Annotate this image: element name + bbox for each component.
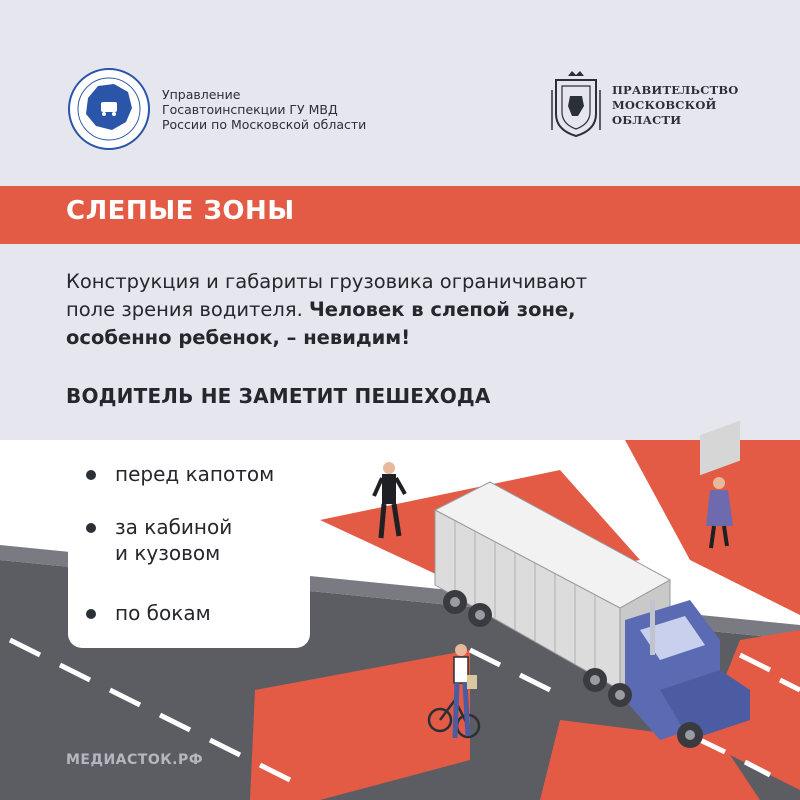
intro-line-1: Конструкция и габариты грузовика ограничивают (66, 270, 588, 293)
gov-name (612, 83, 739, 128)
warning-heading: ВОДИТЕЛЬ НЕ ЗАМЕТИТ ПЕШЕХОДА (66, 384, 491, 408)
list-item-text: за кабиной (115, 515, 233, 539)
list-item (86, 514, 232, 566)
intro-text (66, 268, 746, 352)
list-item-text: по бокам (115, 601, 211, 625)
page-title: СЛЕПЫЕ ЗОНЫ (66, 196, 295, 226)
intro-line-2 (66, 296, 746, 324)
org-line: России по Московской области (162, 116, 367, 132)
list-item-text: перед капотом (115, 462, 275, 486)
intro-bold: Человек в слепой зоне, (308, 298, 576, 321)
gibdd-header (68, 68, 392, 150)
gov-header (548, 70, 739, 140)
gibdd-logo-icon (68, 68, 150, 150)
intro-bold: особенно ребенок, – невидим! (66, 326, 411, 349)
org-line: Госавтоинспекции ГУ МВД (162, 101, 338, 117)
intro-plain: поле зрения водителя. (66, 298, 309, 321)
gov-line: ПРАВИТЕЛЬСТВО (612, 82, 739, 97)
org-name (162, 87, 392, 132)
coat-of-arms-icon (548, 70, 604, 140)
bullet-icon (86, 609, 96, 619)
blind-zone-list (68, 440, 310, 648)
exhaust-pipe (650, 600, 655, 655)
gov-line: МОСКОВСКОЙ (612, 97, 717, 112)
bullet-icon (86, 470, 96, 480)
intro-line-3 (66, 324, 746, 352)
org-line: Управление (162, 86, 241, 102)
gov-line: ОБЛАСТИ (612, 112, 682, 127)
list-item-text: и кузовом (115, 541, 221, 565)
source-credit: МЕДИАСТОК.РФ (66, 752, 204, 768)
list-item (86, 600, 211, 626)
bullet-icon (86, 523, 96, 533)
list-item (86, 461, 274, 487)
